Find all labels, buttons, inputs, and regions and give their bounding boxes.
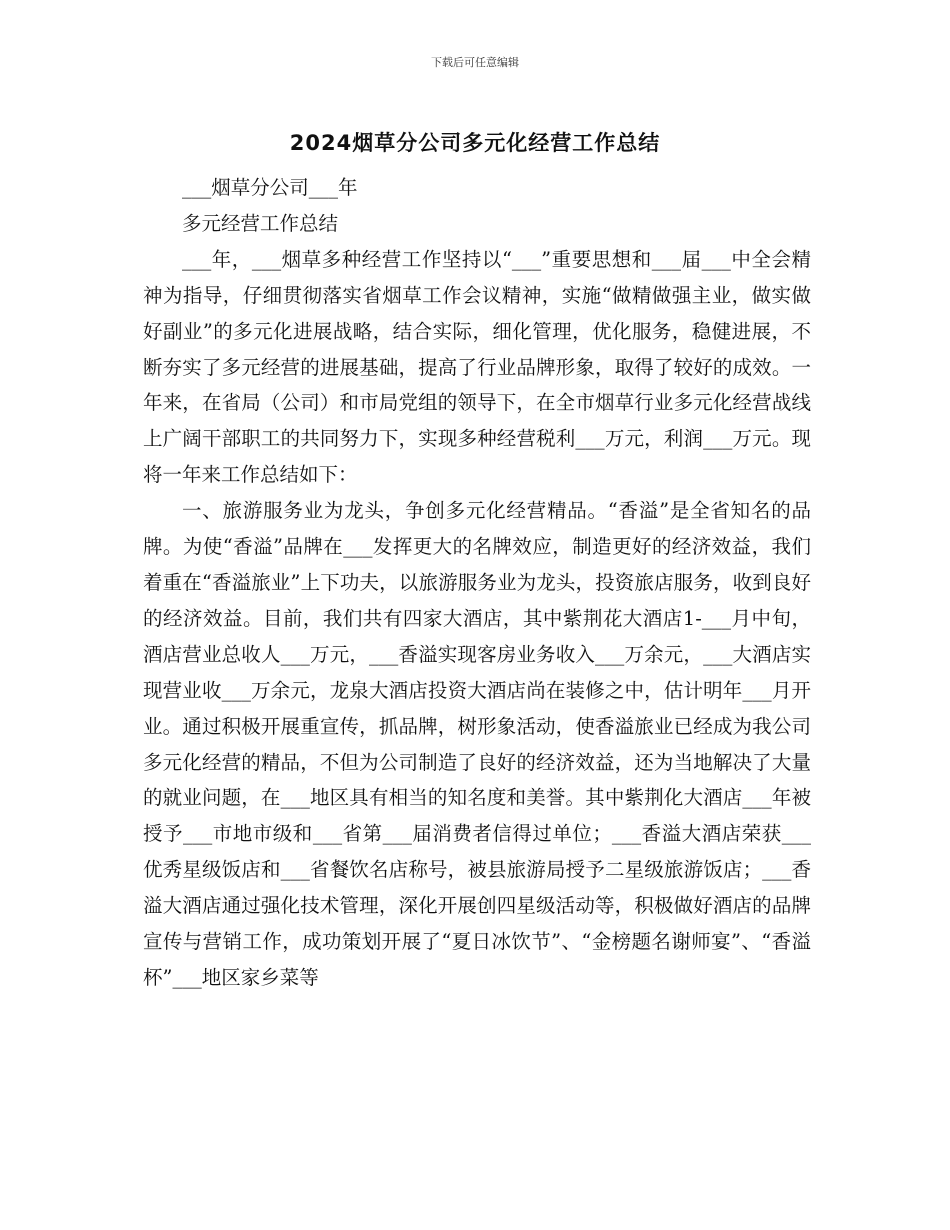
document-title: 2024烟草分公司多元化经营工作总结 <box>289 131 661 155</box>
document-body <box>143 170 811 996</box>
paragraph-subtitle: 多元经营工作总结 <box>182 211 339 235</box>
paragraph-section-one: 一、旅游服务业为龙头，争创多元化经营精品。“香溢”是全省知名的品牌。为使“香溢”品牌在___发挥更大的名牌效应，制造更好的经济效益，我们着重在“香溢旅业”上下功夫，以旅游服务业为龙头，投资旅店服务，收到良好的经济效益。目前，我们共有四家大酒店，其中紫荆花大酒店1-___月中旬，酒店营业总收人___万元，___香溢实现客房业务收入___万余元，___大酒店实现营业收___万余元，龙泉大酒店投资大酒店尚在装修之中，估计明年___月开业。通过积极开展重宣传，抓品牌，树形象活动，使香溢旅业已经成为我公司多元化经营的精品，不但为公司制造了良好的经济效益，还为当地解决了大量的就业问题，在___地区具有相当的知名度和美誉。其中紫荆化大酒店___年被授予___市地市级和___省第___届消费者信得过单位；___香溢大酒店荣获___优秀星级饭店和___省餐饮名店称号，被县旅游局授予二星级旅游饭店；___香溢大酒店通过强化技术管理，深化开展创四星级活动等，积极做好酒店的品牌宣传与营销工作，成功策划开展了“夏日冰饮节”、“金榜题名谢师宴”、“香溢杯”___地区家乡菜等 <box>143 499 811 989</box>
header-note: 下载后可任意编辑 <box>431 56 519 69</box>
paragraph-company-year: ___烟草分公司___年 <box>182 176 358 199</box>
paragraph-intro: ___年，___烟草多种经营工作坚持以“___”重要思想和___届___中全会精神为指导，仔细贯彻落实省烟草工作会议精神，实施“做精做强主业，做实做好副业”的多元化进展战略，结合实际，细化管理，优化服务，稳健进展，不断夯实了多元经营的进展基础，提高了行业品牌形象，取得了较好的成效。一年来，在省局（公司）和市局党组的领导下，在全市烟草行业多元化经营战线上广阔干部职工的共同努力下，实现多种经营税利___万元，利润___万元。现将一年来工作总结如下： <box>143 247 811 487</box>
